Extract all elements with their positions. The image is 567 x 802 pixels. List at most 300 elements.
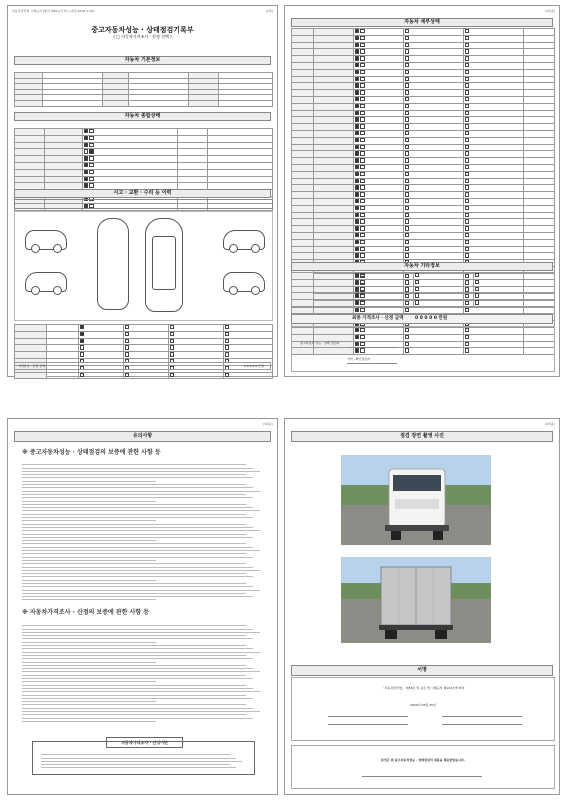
text-line	[22, 678, 253, 679]
checkbox-checked	[355, 172, 359, 176]
checkbox	[405, 145, 409, 149]
text-line	[22, 593, 246, 594]
checkbox	[405, 253, 409, 257]
detail-row	[292, 110, 555, 117]
checkbox	[465, 29, 469, 33]
text-line	[22, 701, 156, 702]
text-line	[22, 576, 253, 577]
truck-front-photo	[341, 455, 491, 545]
wheel-icon	[251, 286, 260, 295]
text-line	[22, 537, 253, 538]
detail-row	[292, 96, 555, 103]
signature-line	[442, 716, 522, 717]
checkbox	[465, 90, 469, 94]
text-line	[41, 754, 230, 755]
checkbox-checked	[355, 56, 359, 60]
detail-row	[292, 103, 555, 110]
checkbox	[465, 111, 469, 115]
checkbox	[465, 253, 469, 257]
text-line	[22, 665, 246, 666]
checkbox-checked	[355, 206, 359, 210]
checkbox	[360, 226, 364, 230]
text-line	[22, 586, 253, 587]
text-line	[22, 471, 260, 472]
checkbox	[360, 179, 364, 183]
checkbox	[360, 219, 364, 223]
checkbox-checked	[355, 97, 359, 101]
wheel-icon	[229, 244, 238, 253]
text-line	[22, 642, 156, 643]
text-line	[22, 524, 246, 525]
checkbox	[465, 43, 469, 47]
checkbox	[360, 124, 364, 128]
checkbox	[360, 213, 364, 217]
checkbox	[405, 77, 409, 81]
text-line	[22, 481, 156, 482]
detail-row	[292, 212, 555, 219]
text-line	[22, 510, 260, 511]
detail-row	[292, 219, 555, 226]
checkbox	[465, 213, 469, 217]
text-line	[22, 583, 246, 584]
checkbox-checked	[355, 213, 359, 217]
checkbox	[405, 226, 409, 230]
inspector-label: 중고자동차 성능 · 상태 점검자	[300, 341, 340, 345]
checkbox	[465, 104, 469, 108]
final-price-value: 0 0 0 0 0 만원	[415, 316, 448, 321]
checkbox	[360, 63, 364, 67]
text-line	[22, 501, 156, 502]
checkbox	[360, 131, 364, 135]
detail-row	[292, 239, 555, 246]
wheel-icon	[53, 244, 62, 253]
detail-row	[292, 76, 555, 83]
checkbox	[465, 226, 469, 230]
signature-line	[442, 724, 522, 725]
price-row	[14, 362, 271, 370]
text-line	[22, 648, 253, 649]
checkbox-checked	[355, 104, 359, 108]
text-line	[22, 632, 260, 633]
text-line	[22, 477, 253, 478]
text-line	[22, 685, 246, 686]
detail-row	[292, 151, 555, 158]
text-line	[22, 596, 253, 597]
detail-row	[292, 117, 555, 124]
checkbox	[465, 199, 469, 203]
checkbox	[360, 240, 364, 244]
text-line	[22, 635, 246, 636]
checkbox	[465, 233, 469, 237]
checkbox	[405, 151, 409, 155]
checkbox	[360, 49, 364, 53]
checkbox	[405, 213, 409, 217]
checkbox	[405, 131, 409, 135]
checkbox	[465, 185, 469, 189]
guarantee-text	[22, 462, 265, 603]
checkbox-checked	[355, 29, 359, 33]
checkbox-checked	[355, 49, 359, 53]
accident-legend	[14, 199, 273, 209]
confirmation-box	[291, 745, 555, 789]
price-guarantee-text	[22, 623, 265, 724]
checkbox-checked	[355, 111, 359, 115]
checkbox	[405, 117, 409, 121]
text-line	[22, 708, 253, 709]
checkbox	[360, 233, 364, 237]
text-line	[22, 547, 253, 548]
checkbox	[465, 145, 469, 149]
text-line	[22, 714, 246, 715]
detail-row	[292, 232, 555, 239]
wheel-icon	[229, 286, 238, 295]
text-line	[22, 711, 260, 712]
checkbox-checked	[355, 77, 359, 81]
text-line	[41, 764, 230, 765]
detail-row	[292, 124, 555, 131]
text-line	[22, 629, 253, 630]
text-line	[22, 553, 246, 554]
page-header	[289, 9, 555, 13]
checkbox	[465, 70, 469, 74]
checkbox	[405, 172, 409, 176]
accident-history-title: 사고 · 교환 · 수리 등 이력	[14, 189, 271, 198]
text-line	[22, 671, 260, 672]
text-line	[22, 514, 246, 515]
checkbox-checked	[355, 199, 359, 203]
checkbox	[405, 56, 409, 60]
checkbox	[465, 179, 469, 183]
checkbox	[360, 172, 364, 176]
final-price-label: 최종 가격조사 · 산정 금액	[352, 316, 404, 321]
checkbox	[405, 104, 409, 108]
text-line	[22, 484, 246, 485]
text-line	[22, 695, 246, 696]
checkbox-checked	[355, 253, 359, 257]
form-page-2	[284, 5, 560, 377]
text-line	[22, 560, 156, 561]
checkbox	[405, 158, 409, 162]
text-line	[22, 638, 253, 639]
checkbox	[405, 185, 409, 189]
car-roof	[152, 236, 176, 290]
detail-row	[292, 69, 555, 76]
checkbox-checked	[355, 179, 359, 183]
form-page-1	[7, 5, 278, 377]
checkbox	[360, 192, 364, 196]
notice-page-title: 유의사항	[14, 431, 271, 442]
condition-title: 자동차 종합상태	[14, 112, 271, 121]
checkbox	[405, 63, 409, 67]
signature-line	[347, 347, 397, 348]
checkbox	[465, 83, 469, 87]
checkbox	[405, 192, 409, 196]
checkbox	[405, 179, 409, 183]
checkbox	[405, 70, 409, 74]
header-right: (3쪽중)	[262, 422, 273, 426]
checkbox	[465, 97, 469, 101]
car-top-view-1	[97, 218, 129, 310]
detail-row	[292, 83, 555, 90]
basic-info-title: 자동차 기본정보	[14, 56, 271, 65]
detail-row	[292, 205, 555, 212]
checkbox-checked	[355, 131, 359, 135]
detail-row	[292, 158, 555, 165]
form-page-3	[7, 418, 278, 795]
checkbox-checked	[355, 192, 359, 196]
final-price-row	[291, 314, 553, 324]
checkbox	[465, 240, 469, 244]
sign-box	[291, 677, 555, 741]
checkbox	[465, 56, 469, 60]
detail-row	[292, 62, 555, 69]
checkbox-checked	[355, 43, 359, 47]
checkbox-checked	[355, 151, 359, 155]
checkbox	[360, 104, 364, 108]
checkbox	[465, 36, 469, 40]
text-line	[22, 573, 246, 574]
checkbox	[360, 206, 364, 210]
price-row-label: 가격조사 · 산정 금액	[18, 364, 45, 368]
notice-box-title: 자동차가격조사 · 산정이란	[106, 737, 183, 748]
checkbox	[405, 240, 409, 244]
text-line	[22, 520, 156, 521]
checkbox	[405, 138, 409, 142]
checkbox	[405, 308, 409, 312]
header-right: (2쪽중)	[544, 9, 555, 13]
checkbox	[405, 199, 409, 203]
detail-row	[292, 164, 555, 171]
text-line	[22, 540, 156, 541]
checkbox	[360, 117, 364, 121]
header-right: (4쪽중)	[544, 422, 555, 426]
text-line	[22, 497, 253, 498]
text-line	[22, 658, 253, 659]
text-line	[22, 652, 260, 653]
text-line	[22, 718, 253, 719]
page-header	[12, 9, 273, 13]
checkbox	[465, 117, 469, 121]
checkbox	[405, 97, 409, 101]
detail-row	[292, 42, 555, 49]
detail-row	[292, 90, 555, 97]
form-page-4	[284, 418, 560, 795]
checkbox	[405, 124, 409, 128]
other-info-table	[291, 272, 555, 307]
checkbox	[405, 36, 409, 40]
checkbox-checked	[355, 117, 359, 121]
checkbox-checked	[355, 240, 359, 244]
text-line	[22, 567, 253, 568]
text-line	[41, 761, 242, 762]
photo-section-title: 점검 장면 촬영 사진	[291, 431, 553, 442]
detail-row	[292, 253, 555, 260]
checkbox-checked	[355, 70, 359, 74]
checkbox	[405, 43, 409, 47]
checkbox	[360, 158, 364, 162]
wheel-icon	[53, 286, 62, 295]
text-line	[22, 691, 260, 692]
checkbox-checked	[355, 219, 359, 223]
checkbox	[360, 247, 364, 251]
text-line	[41, 758, 236, 759]
header-left: 자동차관리법 시행규칙 [별지 제82호서식] <개정 2018.1.18>	[12, 9, 96, 13]
checkbox	[405, 83, 409, 87]
detail-row	[292, 185, 555, 192]
checkbox	[360, 77, 364, 81]
checkbox	[360, 199, 364, 203]
page-header	[289, 422, 555, 426]
text-line	[22, 527, 253, 528]
checkbox-checked	[355, 226, 359, 230]
checkbox	[465, 151, 469, 155]
checkbox	[360, 97, 364, 101]
detail-row	[292, 178, 555, 185]
checkbox	[360, 308, 364, 312]
detail-row	[292, 137, 555, 144]
wheel-icon	[31, 286, 40, 295]
checkbox	[465, 124, 469, 128]
checkbox	[405, 247, 409, 251]
checkbox	[360, 43, 364, 47]
truck-rear-photo	[341, 557, 491, 643]
wheel-icon	[251, 244, 260, 253]
detail-row	[292, 226, 555, 233]
checkbox-checked	[355, 247, 359, 251]
text-line	[41, 767, 236, 768]
checkbox	[465, 138, 469, 142]
checkbox-checked	[355, 308, 359, 312]
form-subtitle: ( □ 자동차가격조사 · 산정 선택 )	[113, 34, 172, 39]
checkbox	[465, 165, 469, 169]
other-info-title: 자동차 기타정보	[291, 262, 553, 271]
signature-line	[362, 776, 482, 777]
checkbox-checked	[355, 36, 359, 40]
detail-row	[292, 307, 555, 314]
text-line	[22, 517, 253, 518]
checkbox	[465, 206, 469, 210]
text-line	[22, 599, 156, 600]
checkbox	[360, 90, 364, 94]
checkbox	[465, 247, 469, 251]
detail-row	[292, 49, 555, 56]
price-row-value: 0 0 0 0 0 만원	[243, 364, 264, 368]
detail-row	[292, 171, 555, 178]
text-line	[22, 675, 246, 676]
page-header	[12, 422, 273, 426]
detail-row	[292, 130, 555, 137]
detail-row	[292, 192, 555, 199]
checkbox	[360, 165, 364, 169]
checkbox	[360, 138, 364, 142]
text-line	[22, 563, 246, 564]
checkbox-checked	[355, 63, 359, 67]
checkbox	[465, 131, 469, 135]
detail-row	[292, 198, 555, 205]
text-line	[22, 487, 253, 488]
sign-date: 2020년 05월 25일	[410, 703, 436, 707]
checkbox-checked	[355, 138, 359, 142]
detail-title: 자동차 세부상태	[291, 18, 553, 27]
vehicle-diagram	[14, 211, 273, 321]
sign-section-title: 서명	[291, 665, 553, 676]
text-line	[22, 504, 246, 505]
text-line	[22, 688, 253, 689]
checkbox	[360, 151, 364, 155]
text-line	[22, 468, 253, 469]
checkbox	[465, 192, 469, 196]
text-line	[22, 721, 156, 722]
checkbox	[360, 83, 364, 87]
checkbox-checked	[355, 233, 359, 237]
checkbox	[405, 206, 409, 210]
detail-row	[292, 144, 555, 151]
checkbox	[405, 49, 409, 53]
checkbox	[465, 158, 469, 162]
checkbox-checked	[355, 90, 359, 94]
signature-line	[328, 724, 408, 725]
checkbox	[360, 56, 364, 60]
checkbox-checked	[355, 83, 359, 87]
text-line	[22, 534, 246, 535]
section-heading-1: ※ 중고자동차성능 · 상태점검의 보증에 관한 사항 등	[22, 449, 161, 456]
text-line	[22, 550, 260, 551]
checkbox	[405, 233, 409, 237]
checkbox-checked	[355, 145, 359, 149]
inspector-box	[291, 326, 555, 372]
detail-row	[292, 56, 555, 63]
checkbox-checked	[355, 124, 359, 128]
text-line	[22, 704, 246, 705]
confirmation-text: 본인은 위 중고자동차성능 · 상태점검의 내용을 제공받았습니다.	[381, 758, 465, 762]
checkbox-checked	[355, 158, 359, 162]
checkbox	[405, 165, 409, 169]
checkbox	[465, 63, 469, 67]
text-line	[22, 655, 246, 656]
checkbox	[360, 70, 364, 74]
checkbox	[465, 172, 469, 176]
text-line	[22, 474, 246, 475]
checkbox	[465, 49, 469, 53]
detail-row	[292, 35, 555, 42]
text-line	[22, 491, 260, 492]
accident-parts-table	[14, 324, 273, 379]
signature-line	[347, 363, 397, 364]
checkbox	[405, 111, 409, 115]
checkbox	[465, 77, 469, 81]
text-line	[22, 557, 253, 558]
checkbox	[405, 29, 409, 33]
checkbox	[360, 36, 364, 40]
wheel-icon	[31, 244, 40, 253]
sign-label: 가격 · 확인점검자	[347, 357, 371, 361]
checkbox	[465, 308, 469, 312]
text-line	[22, 698, 253, 699]
checkbox-checked	[355, 185, 359, 189]
checkbox	[405, 219, 409, 223]
text-line	[22, 668, 253, 669]
text-line	[22, 464, 246, 465]
signature-line	[328, 716, 408, 717]
checkbox	[405, 90, 409, 94]
detail-row	[292, 29, 555, 36]
text-line	[22, 681, 156, 682]
text-line	[22, 570, 260, 571]
checkbox	[360, 111, 364, 115]
basic-info-table	[14, 72, 273, 107]
checkbox-checked	[355, 165, 359, 169]
text-line	[22, 530, 260, 531]
